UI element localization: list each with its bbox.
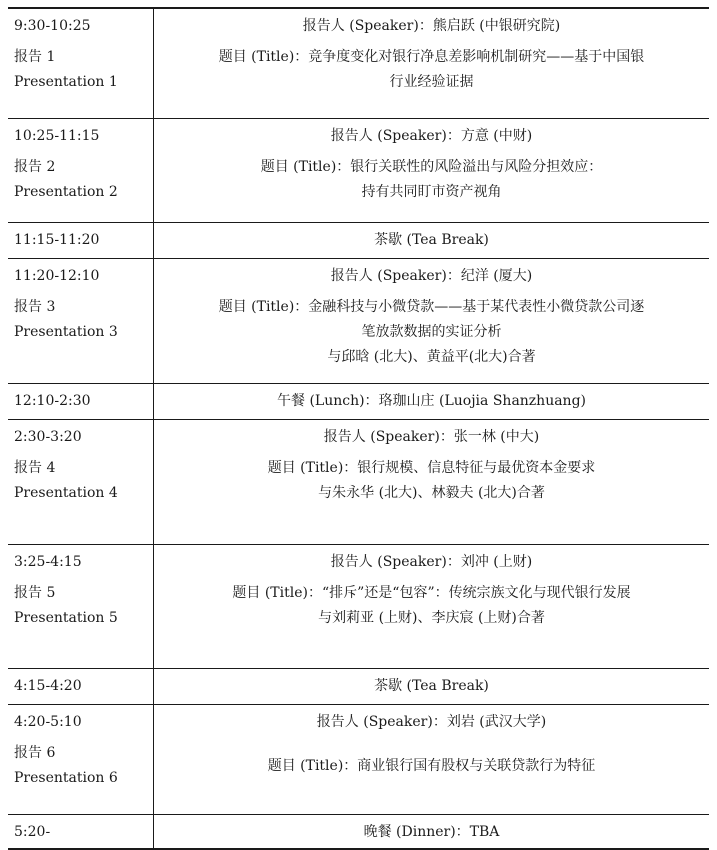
time-cell [8,420,154,545]
speaker: 报告人 (Speaker)：刘冲 (上财) [330,554,533,570]
lunch-label: 午餐 (Lunch)：珞珈山庄 (Luojia Shanzhuang) [277,393,586,409]
time-cell [8,8,154,119]
dinner-label: 晚餐 (Dinner)：TBA [363,824,500,840]
time-cell [8,815,154,850]
schedule-row-break [8,669,709,705]
content-cell [154,223,710,259]
schedule-row [8,545,709,669]
time-cell [8,669,154,705]
time-slot: 4:20-5:10 [14,714,82,730]
schedule-row [8,259,709,384]
presentation-number-en: Presentation 2 [14,184,118,200]
time-slot: 5:20- [14,824,51,840]
schedule-row-break [8,815,709,850]
time-cell [8,223,154,259]
presentation-number-cn: 报告 1 [14,49,56,65]
coauthors: 与刘莉亚 (上财)、李庆宸 (上财)合著 [318,610,545,626]
time-slot: 11:15-11:20 [14,232,100,248]
schedule-row [8,119,709,223]
time-cell [8,545,154,669]
talk-title-continued: 持有共同盯市资产视角 [361,184,502,200]
schedule-table [8,7,709,850]
time-slot: 12:10-2:30 [14,393,91,409]
presentation-number-en: Presentation 6 [14,770,118,786]
talk-title: 题目 (Title)：商业银行国有股权与关联贷款行为特征 [267,758,596,774]
content-cell [154,119,710,223]
time-cell [8,384,154,420]
time-slot: 10:25-11:15 [14,128,100,144]
time-slot: 2:30-3:20 [14,429,82,445]
time-slot: 4:15-4:20 [14,678,82,694]
content-cell [154,420,710,545]
content-cell [154,8,710,119]
talk-title: 题目 (Title)：银行关联性的风险溢出与风险分担效应： [260,159,603,175]
schedule-row [8,705,709,815]
speaker: 报告人 (Speaker)：熊启跃 (中银研究院) [302,18,561,34]
time-slot: 9:30-10:25 [14,18,91,34]
content-cell [154,259,710,384]
content-cell [154,384,710,420]
talk-title-continued: 笔放款数据的实证分析 [361,324,502,340]
presentation-number-en: Presentation 5 [14,610,118,626]
break-label: 茶歇 (Tea Break) [374,678,489,694]
schedule-row-break [8,223,709,259]
schedule-row [8,420,709,545]
presentation-number-en: Presentation 4 [14,485,118,501]
speaker: 报告人 (Speaker)：纪洋 (厦大) [330,268,533,284]
talk-title-continued: 行业经验证据 [389,74,474,90]
talk-title: 题目 (Title)：“排斥”还是“包容”：传统宗族文化与现代银行发展 [232,585,631,601]
time-slot: 11:20-12:10 [14,268,100,284]
coauthors: 与邱晗 (北大)、黄益平(北大)合著 [327,349,536,365]
content-cell [154,669,710,705]
talk-title: 题目 (Title)：银行规模、信息特征与最优资本金要求 [267,460,596,476]
time-cell [8,705,154,815]
speaker: 报告人 (Speaker)：方意 (中财) [330,128,533,144]
time-cell [8,119,154,223]
schedule-row [8,8,709,119]
presentation-number-cn: 报告 4 [14,460,56,476]
speaker: 报告人 (Speaker)：张一林 (中大) [323,429,540,445]
time-slot: 3:25-4:15 [14,554,82,570]
presentation-number-en: Presentation 3 [14,324,118,340]
coauthors: 与朱永华 (北大)、林毅夫 (北大)合著 [318,485,545,501]
talk-title: 题目 (Title)：金融科技与小微贷款——基于某代表性小微贷款公司逐 [218,299,645,315]
content-cell [154,815,710,850]
schedule-row-break [8,384,709,420]
break-label: 茶歇 (Tea Break) [374,232,489,248]
talk-title: 题目 (Title)：竞争度变化对银行净息差影响机制研究——基于中国银 [218,49,645,65]
presentation-number-en: Presentation 1 [14,74,118,90]
speaker: 报告人 (Speaker)：刘岩 (武汉大学) [316,714,547,730]
time-cell [8,259,154,384]
presentation-number-cn: 报告 6 [14,745,56,761]
presentation-number-cn: 报告 5 [14,585,56,601]
content-cell [154,545,710,669]
content-cell [154,705,710,815]
presentation-number-cn: 报告 3 [14,299,56,315]
presentation-number-cn: 报告 2 [14,159,56,175]
